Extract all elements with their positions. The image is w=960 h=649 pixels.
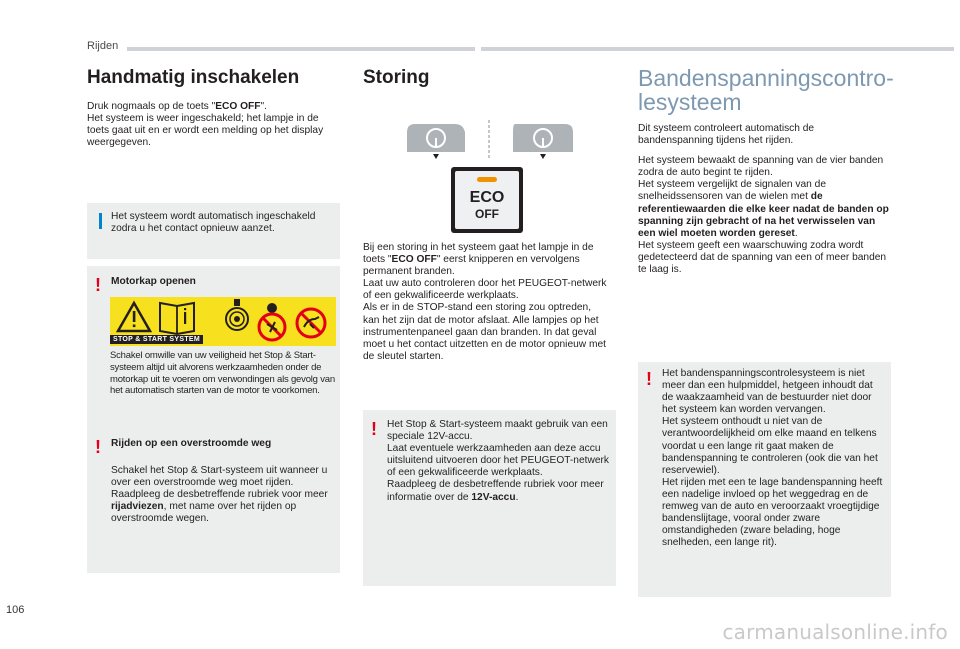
info-box [87,203,340,259]
section-label: Rijden [87,40,119,52]
hood-text: Schakel omwille van uw veiligheid het Stop & Start-systeem altijd uit alvorens werkzaamheden onder de motorkap uit te voeren om verwondingen als gevolg van het automatisch starten van de motor te voorkomen. [110,350,335,397]
warning-icon: ! [95,437,101,457]
flood-text: Schakel het Stop & Start-systeem uit wanneer u over een overstroomde weg moet rijden. Raadpleeg de desbetreffende rubriek voor meer rijadviezen, met name over het rijden op overstroomde wegen. [111,465,328,525]
watermark: carmanualsonline.info [722,620,948,644]
warning-icon: ! [646,369,652,389]
tpms-warning-text: Het bandenspanningscontrolesysteem is niet meer dan een hulpmiddel, hetgeen inhoudt dat de waakzaamheid van de bestuurder niet door het systeem kan worden vervangen. Het systeem onthoudt u niet van de verantwoordelijkheid om elke maand en telkens voordat u een lange rit gaat maken de bandenspanning te controleren (ook die van het reservewiel). Het rijden met een te lage bandenspanning heeft een nadelige invloed op het weggedrag en de remweg van de auto en veroorzaakt vroegtijdige bandenslijtage, vooral onder zware omstandigheden (zware belading, hoge snelheden, een lange rit). [662,368,883,549]
title-bandenspanning: Bandenspanningscontro- lesysteem [638,65,894,115]
title-storing: Storing [363,67,430,88]
battery-note: Het Stop & Start-systeem maakt gebruik van een speciale 12V-accu. Laat eventuele werkzaamheden aan deze accu uitsluitend uitvoeren door het PEUGEOT-netwerk of een gekwalificeerde werkplaats. Raadpleeg de desbetreffende rubriek voor meer informatie over de 12V-accu. [387,419,609,503]
col3-body: Dit systeem controleert automatisch de bandenspanning tijdens het rijden. Het systeem bewaakt de spanning van de vier banden zodra de auto begint te rijden. Het systeem vergelijkt de signalen van de snelheidssensoren van de wielen met de referentiewaarden die elke keer nadat de banden op spanning zijn gebracht of na het verwisselen van een wiel moeten worden gereset. Het systeem geeft een waarschuwing zodra wordt gedetecteerd dat de spanning van een of meer banden te laag is. [638,123,889,276]
hood-box [87,266,340,431]
off-label: OFF [475,207,499,221]
stop-start-label: STOP & START SYSTEM [110,335,203,344]
hood-title: Motorkap openen [111,276,196,287]
flood-box [87,428,340,573]
page-number: 106 [6,604,25,616]
col1-intro: Druk nogmaals op de toets "ECO OFF". Het systeem is weer ingeschakeld; het lampje in de toets gaat uit en er wordt een melding op het display weergegeven. [87,101,324,149]
title-handmatig: Handmatig inschakelen [87,67,300,88]
flood-title: Rijden op een overstroomde weg [111,438,272,449]
warning-icon: ! [95,275,101,295]
col2-body: Bij een storing in het systeem gaat het lampje in de toets "ECO OFF" eerst knipperen en vervolgens permanent branden. Laat uw auto controleren door het PEUGEOT-netwerk of een gekwalificeerde werkplaats. Als er in de STOP-stand een storing zou optreden, kan het zijn dat de motor afslaat. Alle lampjes op het instrumentenpaneel gaan dan branden. In dat geval moet u het contact uitzetten en de motor opnieuw met de sleutel starten. [363,242,607,362]
warning-icon: ! [371,419,377,439]
eco-label: ECO [469,189,505,206]
eco-indicator-light [477,177,497,182]
eco-off-button-graphic [451,167,523,233]
header-rule-right [481,47,954,51]
hood-warning-graphic [110,297,336,346]
battery-note-box [363,410,616,586]
warning-lights-illustration [405,118,575,160]
info-note: Het systeem wordt automatisch ingeschakeld zodra u het contact opnieuw aanzet. [111,211,316,235]
info-icon [99,213,102,229]
header-rule-left [127,47,475,51]
tpms-warning-box [638,362,891,597]
